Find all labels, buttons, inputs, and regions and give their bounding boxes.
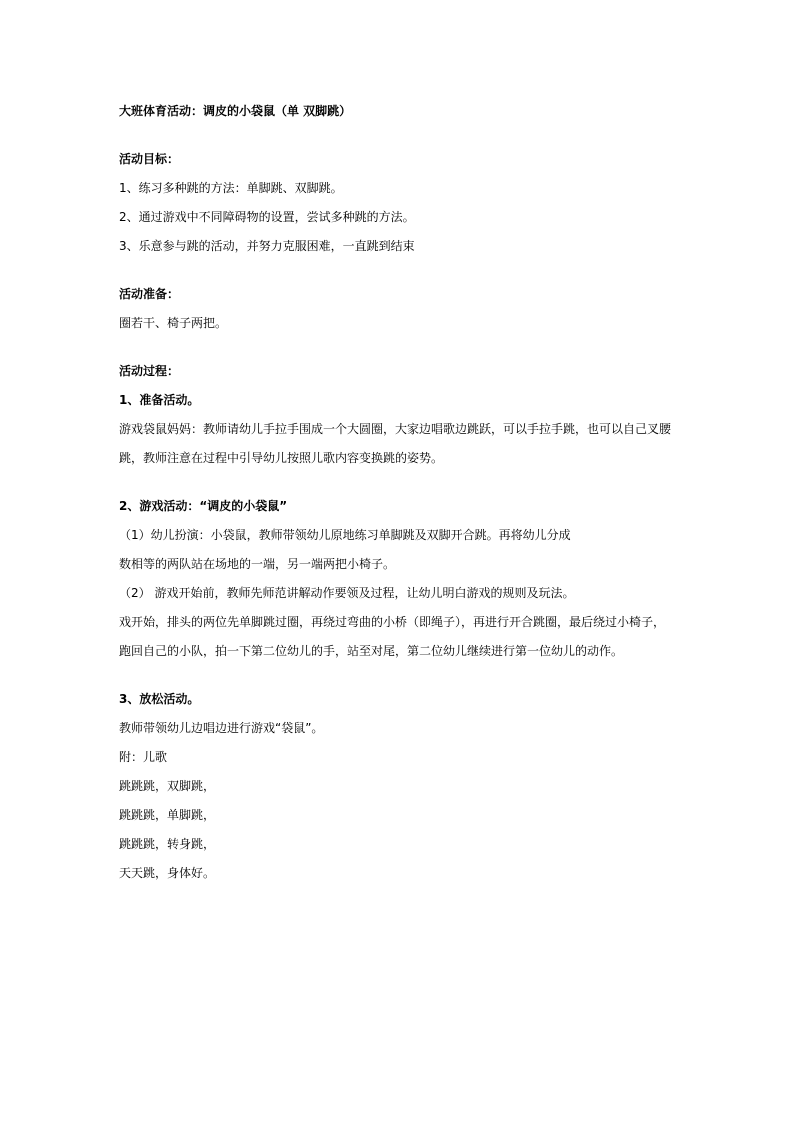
warmup-line-1: 游戏袋鼠妈妈：教师请幼儿手拉手围成一个大圆圈，大家边唱歌边跳跃，可以手拉手跳，也可以自己叉腰 (119, 422, 672, 436)
song-line-2: 跳跳跳，单脚跳， (119, 808, 216, 822)
game-line-2: 数相等的两队站在场地的一端，另一端两把小椅子。 (119, 557, 396, 571)
song-line-4: 天天跳，身体好。 (119, 866, 216, 880)
song-line-3: 跳跳跳，转身跳， (119, 837, 216, 851)
preparation-heading: 活动准备： (119, 287, 180, 301)
warmup-heading: 1、准备活动。 (119, 393, 200, 407)
game-heading: 2、游戏活动：“调皮的小袋鼠” (119, 499, 288, 513)
process-heading: 活动过程： (119, 364, 180, 378)
game-line-5: 跑回自己的小队，拍一下第二位幼儿的手，站至对尾，第二位幼儿继续进行第一位幼儿的动作。 (119, 644, 624, 658)
document-title: 大班体育活动：调皮的小袋鼠（单 双脚跳） (119, 104, 352, 118)
goals-heading: 活动目标： (119, 152, 180, 166)
preparation-text: 圈若干、椅子两把。 (119, 316, 228, 330)
goal-item-1: 1、练习多种跳的方法：单脚跳、双脚跳。 (119, 181, 343, 195)
goal-item-3: 3、乐意参与跳的活动，并努力克服困难，一直跳到结束 (119, 239, 415, 253)
game-line-3: （2） 游戏开始前，教师先师范讲解动作要领及过程，让幼儿明白游戏的规则及玩法。 (119, 586, 575, 600)
song-line-1: 跳跳跳，双脚跳， (119, 779, 216, 793)
relax-line-1: 教师带领幼儿边唱边进行游戏“袋鼠”。 (119, 721, 324, 735)
relax-line-2: 附：儿歌 (119, 750, 168, 764)
game-line-4: 戏开始，排头的两位先单脚跳过圈，再绕过弯曲的小桥（即绳子），再进行开合跳圈，最后绕过小椅子， (119, 615, 666, 629)
relax-heading: 3、放松活动。 (119, 692, 200, 706)
game-line-1: （1）幼儿扮演：小袋鼠，教师带领幼儿原地练习单脚跳及双脚开合跳。再将幼儿分成 (119, 528, 571, 542)
goal-item-2: 2、通过游戏中不同障碍物的设置，尝试多种跳的方法。 (119, 210, 415, 224)
warmup-line-2: 跳，教师注意在过程中引导幼儿按照儿歌内容变换跳的姿势。 (119, 451, 444, 465)
